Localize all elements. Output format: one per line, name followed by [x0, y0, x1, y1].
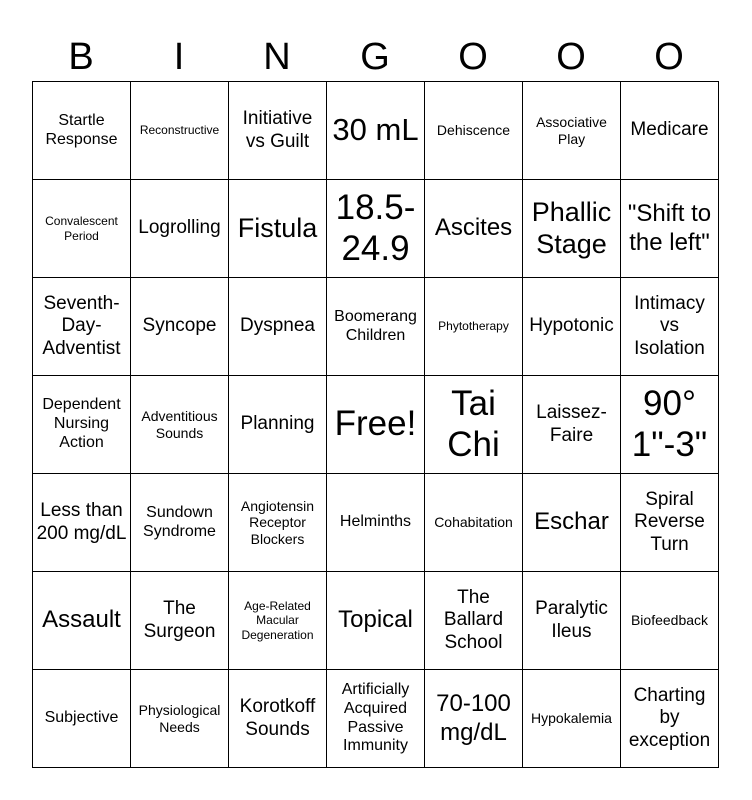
- bingo-cell[interactable]: Laissez-Faire: [523, 376, 621, 474]
- bingo-cell[interactable]: Tai Chi: [425, 376, 523, 474]
- header-letter-i: I: [173, 36, 185, 78]
- bingo-cell[interactable]: Biofeedback: [621, 572, 719, 670]
- bingo-cell[interactable]: Convalescent Period: [33, 180, 131, 278]
- bingo-cell[interactable]: Fistula: [229, 180, 327, 278]
- bingo-cell[interactable]: Cohabitation: [425, 474, 523, 572]
- bingo-cell[interactable]: 30 mL: [327, 82, 425, 180]
- bingo-cell[interactable]: Subjective: [33, 670, 131, 768]
- bingo-cell[interactable]: Seventh-Day-Adventist: [33, 278, 131, 376]
- bingo-cell[interactable]: Dyspnea: [229, 278, 327, 376]
- bingo-cell[interactable]: 90° 1"-3": [621, 376, 719, 474]
- bingo-cell[interactable]: The Surgeon: [131, 572, 229, 670]
- free-space-cell[interactable]: Free!: [327, 376, 425, 474]
- bingo-cell[interactable]: Medicare: [621, 82, 719, 180]
- bingo-cell[interactable]: Korotkoff Sounds: [229, 670, 327, 768]
- bingo-cell[interactable]: Intimacy vs Isolation: [621, 278, 719, 376]
- bingo-cell[interactable]: Dependent Nursing Action: [33, 376, 131, 474]
- bingo-cell[interactable]: Reconstructive: [131, 82, 229, 180]
- header-letter-o1: O: [458, 36, 488, 78]
- bingo-cell[interactable]: Dehiscence: [425, 82, 523, 180]
- bingo-cell[interactable]: Initiative vs Guilt: [229, 82, 327, 180]
- bingo-cell[interactable]: Ascites: [425, 180, 523, 278]
- bingo-cell[interactable]: Angiotensin Receptor Blockers: [229, 474, 327, 572]
- bingo-cell[interactable]: 18.5-24.9: [327, 180, 425, 278]
- bingo-cell[interactable]: 70-100 mg/dL: [425, 670, 523, 768]
- header-letter-b: B: [68, 36, 94, 78]
- bingo-cell[interactable]: Charting by exception: [621, 670, 719, 768]
- bingo-cell[interactable]: Boomerang Children: [327, 278, 425, 376]
- bingo-cell[interactable]: Age-Related Macular Degeneration: [229, 572, 327, 670]
- bingo-board: [32, 81, 719, 768]
- bingo-cell[interactable]: Spiral Reverse Turn: [621, 474, 719, 572]
- bingo-cell[interactable]: The Ballard School: [425, 572, 523, 670]
- header-letter-g: G: [360, 36, 390, 78]
- bingo-cell[interactable]: Logrolling: [131, 180, 229, 278]
- bingo-cell[interactable]: Hypokalemia: [523, 670, 621, 768]
- bingo-cell[interactable]: Physiological Needs: [131, 670, 229, 768]
- bingo-cell[interactable]: Less than 200 mg/dL: [33, 474, 131, 572]
- bingo-cell[interactable]: "Shift to the left": [621, 180, 719, 278]
- bingo-header: [32, 34, 718, 80]
- header-letter-n: N: [263, 36, 291, 78]
- bingo-cell[interactable]: Startle Response: [33, 82, 131, 180]
- bingo-cell[interactable]: Helminths: [327, 474, 425, 572]
- bingo-cell[interactable]: Associative Play: [523, 82, 621, 180]
- header-letter-o2: O: [556, 36, 586, 78]
- bingo-cell[interactable]: Sundown Syndrome: [131, 474, 229, 572]
- bingo-cell[interactable]: Phallic Stage: [523, 180, 621, 278]
- bingo-cell[interactable]: Hypotonic: [523, 278, 621, 376]
- bingo-cell[interactable]: Eschar: [523, 474, 621, 572]
- bingo-cell[interactable]: Artificially Acquired Passive Immunity: [327, 670, 425, 768]
- bingo-cell[interactable]: Adventitious Sounds: [131, 376, 229, 474]
- bingo-cell[interactable]: Planning: [229, 376, 327, 474]
- bingo-cell[interactable]: Syncope: [131, 278, 229, 376]
- bingo-cell[interactable]: Phytotherapy: [425, 278, 523, 376]
- header-letter-o3: O: [654, 36, 684, 78]
- bingo-cell[interactable]: Assault: [33, 572, 131, 670]
- bingo-cell[interactable]: Paralytic Ileus: [523, 572, 621, 670]
- bingo-cell[interactable]: Topical: [327, 572, 425, 670]
